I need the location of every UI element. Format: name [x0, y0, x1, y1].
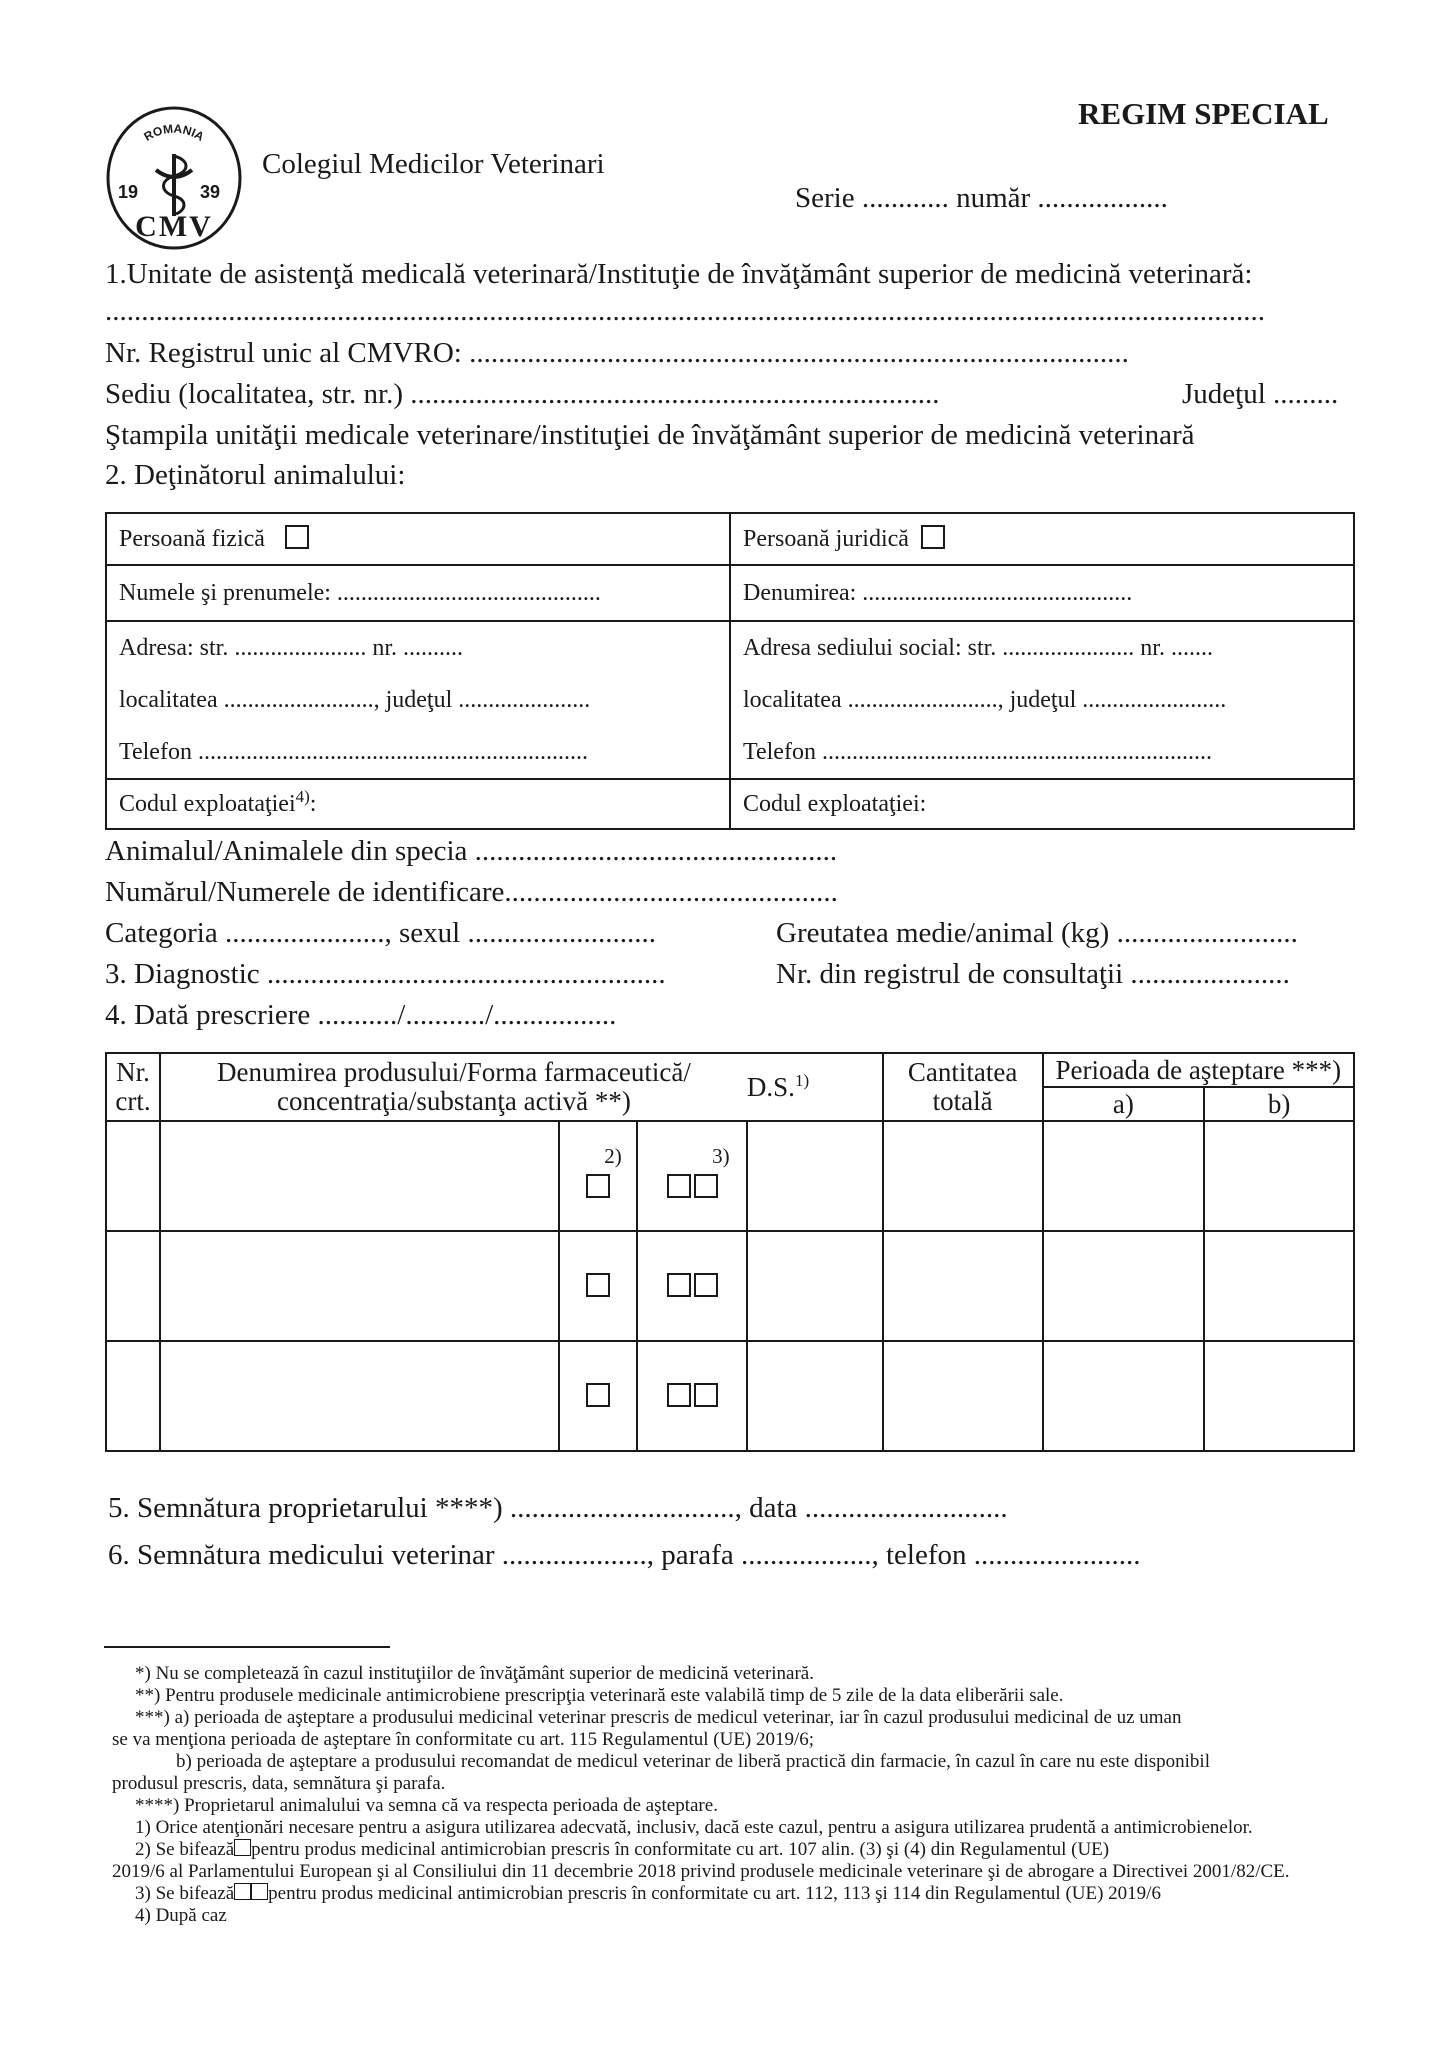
note-2-continued: 2019/6 al Parlamentului European şi al Consiliului din 11 decembrie 2018 privind produsele medicinale veterinare şi de abrogare a Directivei 2001/82/CE.: [112, 1861, 1290, 1882]
col-wait-header: Perioada de aşteptare ***): [1043, 1053, 1354, 1087]
table-row: [106, 1341, 1354, 1451]
col-product-header: Denumirea produsului/Forma farmaceutică/ concentraţia/substanţa activă **): [160, 1053, 747, 1121]
owner-name-field[interactable]: Numele şi prenumele: ............................................: [106, 565, 730, 621]
footnote-3c: b) perioada de aşteptare a produsului recomandat de medicul veterinar de liberă practică din farmacie, în cazul în care nu este disponibil: [176, 1751, 1210, 1772]
stamp-line: Ştampila unităţii medicale veterinare/instituţiei de învăţământ superior de medicină veterinară: [105, 419, 1195, 451]
col-wait-a-header: a): [1043, 1087, 1205, 1121]
row-ds-cell[interactable]: [747, 1341, 883, 1451]
antimicrobial-112-checkbox-1[interactable]: [667, 1383, 691, 1407]
judet-line: Judeţul .........: [1182, 378, 1339, 410]
row-wait-b-cell[interactable]: [1204, 1121, 1354, 1231]
footnote-separator: [104, 1646, 390, 1648]
row-product-cell[interactable]: [160, 1121, 559, 1231]
row-qty-cell[interactable]: [883, 1121, 1043, 1231]
mark-2: 2): [604, 1144, 622, 1168]
row-check3-cell: [637, 1121, 747, 1231]
row-product-cell[interactable]: [160, 1341, 559, 1451]
footnote-1: *) Nu se completează în cazul instituţiilor de învăţământ superior de medicină veterinară.: [135, 1663, 814, 1684]
note-3-text: pentru produs medicinal antimicrobian prescris în conformitate cu art. 112, 113 şi 114 din Regulamentul (UE) 2019/6: [268, 1883, 1161, 1904]
regime-label: REGIM SPECIAL: [1078, 96, 1329, 131]
logo-country: ROMANIA: [141, 121, 207, 144]
vet-signature-line: 6. Semnătura medicului veterinar ...................., parafa .................., telefon .......................: [108, 1539, 1141, 1571]
species-line: Animalul/Animalele din specia ..................................................: [105, 835, 838, 867]
owner-locality-field[interactable]: localitatea ........................., judeţul ......................: [119, 687, 591, 713]
ids-line: Numărul/Numerele de identificare..............................................: [105, 876, 838, 908]
footnote-3a: ***) a) perioada de aşteptare a produsului medicinal veterinar prescris de medicul veterinar, iar în cazul produsului medicinal de uz uman: [135, 1707, 1182, 1728]
antimicrobial-107-checkbox[interactable]: [586, 1174, 610, 1198]
owner-signature-line: 5. Semnătura proprietarului ****) ..............................., data ............................: [108, 1492, 1008, 1524]
logo-year-left: 19: [118, 182, 139, 202]
row-nr-cell[interactable]: [106, 1341, 160, 1451]
owner-phone-field[interactable]: Telefon .................................................................: [119, 739, 588, 765]
registry-line: Nr. Registrul unic al CMVRO: ...........................................................................................: [105, 337, 1129, 369]
table-row: [106, 1231, 1354, 1341]
row-nr-cell[interactable]: [106, 1231, 160, 1341]
owner-code-label: Codul exploataţiei: [119, 790, 296, 817]
consult-line: Nr. din registrul de consultaţii ......................: [776, 958, 1290, 990]
note-2-prefix: 2) Se bifează: [135, 1839, 235, 1860]
company-name-field[interactable]: Denumirea: .............................................: [730, 565, 1354, 621]
row-check3-cell: [637, 1341, 747, 1451]
row-ds-cell[interactable]: [747, 1231, 883, 1341]
row-product-cell[interactable]: [160, 1231, 559, 1341]
row-check2-cell: [559, 1231, 637, 1341]
row-ds-cell[interactable]: [747, 1121, 883, 1231]
col-qty-header: Cantitatea totală: [883, 1053, 1043, 1121]
date-line: 4. Dată prescriere .........../.........../.................: [105, 999, 617, 1031]
sediu-line: Sediu (localitatea, str. nr.) .........................................................................: [105, 378, 940, 410]
antimicrobial-112-checkbox-1[interactable]: [667, 1273, 691, 1297]
section1-title: 1.Unitate de asistenţă medicală veterinară/Instituţie de învăţământ superior de medicină veterinară:: [105, 258, 1253, 290]
footnote-4: ****) Proprietarul animalului va semna că va respecta perioada de aşteptare.: [135, 1795, 718, 1816]
col-ds-header: [747, 1053, 883, 1121]
row-wait-a-cell[interactable]: [1043, 1231, 1205, 1341]
note-3-prefix: 3) Se bifează: [135, 1883, 235, 1904]
antimicrobial-107-checkbox[interactable]: [586, 1383, 610, 1407]
antimicrobial-112-checkbox-2[interactable]: [694, 1273, 718, 1297]
series-line: Serie ............ număr ..................: [795, 182, 1168, 214]
logo-letters: CMV: [135, 210, 213, 243]
legal-person-cell: [730, 513, 1354, 565]
products-table: [105, 1052, 1355, 1452]
table-row: [106, 1121, 1354, 1231]
row-wait-a-cell[interactable]: [1043, 1341, 1205, 1451]
table-header-row: [106, 1053, 1354, 1087]
footnote-3d: produsul prescris, data, semnătura şi parafa.: [112, 1773, 446, 1794]
col-ds-label: D.S.: [746, 1071, 795, 1102]
company-phone-field[interactable]: Telefon .................................................................: [743, 739, 1212, 765]
row-wait-a-cell[interactable]: [1043, 1121, 1205, 1231]
svg-text:ROMANIA: [141, 122, 206, 144]
note-3-checkbox-icon-2: [251, 1883, 268, 1900]
row-check3-cell: [637, 1231, 747, 1341]
antimicrobial-112-checkbox-2[interactable]: [694, 1383, 718, 1407]
note-1: 1) Orice atenţionări necesare pentru a asigura utilizarea adecvată, inclusiv, dacă este cazul, pentru a asigura utilizarea prudentă a antimicrobienelor.: [135, 1817, 1253, 1838]
natural-person-cell: [106, 513, 730, 565]
antimicrobial-112-checkbox-2[interactable]: [694, 1174, 718, 1198]
natural-person-checkbox[interactable]: [285, 525, 309, 549]
antimicrobial-112-checkbox-1[interactable]: [667, 1174, 691, 1198]
company-locality-field[interactable]: localitatea ........................., judeţul ........................: [743, 687, 1227, 713]
note-2: [135, 1839, 1109, 1861]
antimicrobial-107-checkbox[interactable]: [586, 1273, 610, 1297]
mark-3: 3): [712, 1144, 730, 1168]
owner-address-field[interactable]: Adresa: str. ...................... nr. ..........: [119, 635, 463, 661]
legal-person-label: Persoană juridică: [743, 526, 909, 552]
note-3: [135, 1883, 1161, 1905]
row-qty-cell[interactable]: [883, 1341, 1043, 1451]
logo-year-right: 39: [200, 182, 221, 202]
row-wait-b-cell[interactable]: [1204, 1341, 1354, 1451]
natural-person-label: Persoană fizică: [119, 526, 265, 552]
category-line: Categoria ......................, sexul ..........................: [105, 917, 656, 949]
col-wait-b-header: b): [1204, 1087, 1354, 1121]
section2-title: 2. Deţinătorul animalului:: [105, 459, 406, 491]
note-3-checkbox-icon-1: [234, 1883, 251, 1900]
col-nr-header: Nr. crt.: [106, 1053, 160, 1121]
footnote-3b: se va menţiona perioada de aşteptare în conformitate cu art. 115 Regulamentul (UE) 2019/6;: [112, 1729, 815, 1750]
company-address-field[interactable]: Adresa sediului social: str. ...................... nr. .......: [743, 635, 1213, 661]
company-exploitation-code-field[interactable]: Codul exploataţiei:: [730, 779, 1354, 829]
note-2-checkbox-icon: [234, 1839, 251, 1856]
row-check2-cell: [559, 1121, 637, 1231]
org-name: Colegiul Medicilor Veterinari: [262, 148, 605, 180]
row-wait-b-cell[interactable]: [1204, 1231, 1354, 1341]
row-check2-cell: [559, 1341, 637, 1451]
company-address-cell: [730, 621, 1354, 779]
row-nr-cell[interactable]: [106, 1121, 160, 1231]
diagnostic-line: 3. Diagnostic .......................................................: [105, 958, 666, 990]
note-2-text: pentru produs medicinal antimicrobian prescris în conformitate cu art. 107 alin. (3) şi (4) din Regulamentul (UE): [251, 1839, 1110, 1860]
col-ds-footnote-mark: 1): [794, 1070, 810, 1090]
owner-table: [105, 512, 1355, 830]
owner-code-colon: :: [309, 790, 317, 817]
legal-person-checkbox[interactable]: [921, 525, 945, 549]
owner-code-footnote-mark: 4): [295, 786, 310, 806]
cmv-logo: [104, 104, 244, 252]
weight-line: Greutatea medie/animal (kg) .........................: [776, 917, 1298, 949]
row-qty-cell[interactable]: [883, 1231, 1043, 1341]
footnote-2: **) Pentru produsele medicinale antimicrobiene prescripţia veterinară este valabilă timp de 5 zile de la data eliberării sale.: [135, 1685, 1064, 1706]
owner-address-cell: [106, 621, 730, 779]
section1-dots: ................................................................................................................................................................: [105, 295, 1265, 327]
note-4: 4) După caz: [135, 1905, 227, 1926]
owner-exploitation-code-field[interactable]: [106, 779, 730, 829]
